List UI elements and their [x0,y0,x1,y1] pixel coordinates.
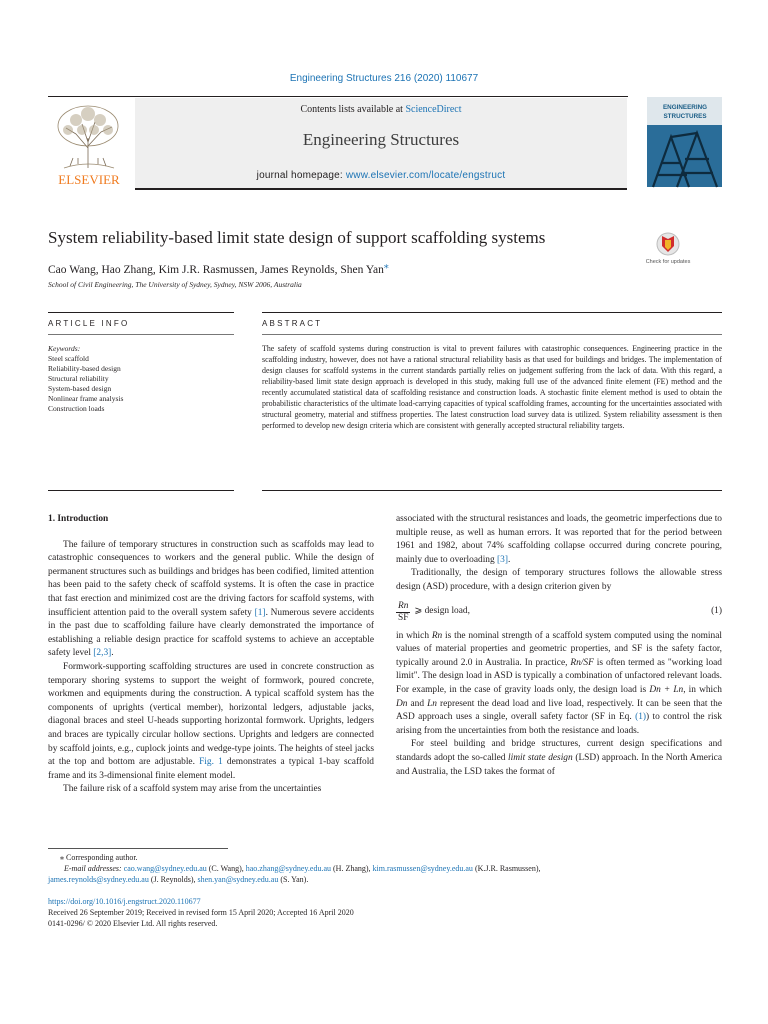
figure-link[interactable]: Fig. 1 [199,757,223,768]
abstract-rule-bottom [262,490,722,491]
email-link[interactable]: hao.zhang@sydney.edu.au [245,864,331,873]
homepage-prefix: journal homepage: [256,170,346,181]
article-info-rule-bottom [48,490,234,491]
keywords-block [48,344,234,414]
text-run: , in which [683,684,722,695]
email-line-2 [48,874,728,885]
text-run: . Numerous severe accidents in the past due to scaffolding failure have clearly demonstrated the importance of establishing a reliable design practice for scaffold systems to achieve an acceptable safety level [48,607,375,659]
math-symbol: Dn [396,698,408,709]
intro-paragraph-3: The failure risk of a scaffold system may arise from the uncertainties [63,784,322,795]
email-line [48,863,728,874]
journal-cover-thumbnail[interactable] [647,97,722,187]
email-owner: (H. Zhang), [331,864,373,873]
keyword-item: Construction loads [48,404,105,413]
journal-name: Engineering Structures [302,130,460,149]
contents-prefix: Contents lists available at [300,104,406,115]
footnote-block [48,852,728,885]
contents-line [135,104,627,115]
text-run: demonstrates a typical 1-bay scaffold frame and its 3-dimensional finite element model. [48,757,374,781]
publication-info [48,896,728,929]
email-owner: (J. Reynolds), [148,875,198,884]
abstract-body: The safety of scaffold systems during construction is vital to prevent failures with catastrophic consequences. Engineering practice in the scaffolding industry, however, does not have a rational structural reliability basis as that used for buildings and bridges. The implementation of design clauses for scaffold systems in the current standards partially relies on judgement suffering from the lack of data. With this regard, a reliability-based limit state design approach is developed in this study, making full use of the advanced finite element (FE) method and the recently accumulated statistical data of scaffolding resistance and construction loads. A stochastic finite element method is used to obtain the probabilistic characteristics of the ultimate load-carrying capacities of typical scaffolding frames, accounting for the uncertainties associated with structural geometry, material and stiffness properties. The latest construction load survey data is utilized. System reliability assessment is then performed to develop new design criteria which are consistent with generally accepted structural reliability targets. [262,344,722,430]
article-info-rule-top [48,312,234,313]
corresponding-author-note: ⁎ Corresponding author. [60,853,138,862]
math-symbol: Ln [427,698,437,709]
intro-paragraph-1 [48,539,374,661]
text-run: Formwork-supporting scaffolding structures are used in concrete construction as temporary shoring systems to support the weight of formwork, poured concrete, workmen and equipments during the construction. A typical scaffold system has the components of uprights (vertical member), horizontal ledgers, adjustable jacks, diagonal braces and steel U-heads supporting horizontal formwork. Uprights, ledgers and braces are typically circular hollow sections. Uprights and ledgers are connected by scaffold joints, e.g., cuplock joints and wedge-type joints. The heights of steel jacks at the top and bottom are adjustable. [48,661,374,768]
corresponding-author-mark[interactable]: ⁎ [383,260,389,271]
equation-1 [396,601,722,624]
keywords-label: Keywords: [48,344,81,353]
abstract-heading: ABSTRACT [262,319,323,328]
equation-fraction [396,601,410,624]
fraction-denominator: SF [397,612,409,623]
text-run: is often termed as "working load limit". The design load in ASD is typically a combination of unfactored relevant loads. For example, in the case of gravity loads only, the design load is [396,657,722,695]
keyword-item: Structural reliability [48,374,109,383]
text-run: ) to control the risk arising from the uncertainties from both the resistance and loads. [396,712,722,736]
equation-link[interactable]: (1) [635,712,647,723]
left-column [48,513,374,797]
email-owner: (K.J.R. Rasmussen), [472,864,541,873]
email-link[interactable]: james.reynolds@sydney.edu.au [48,875,149,884]
journal-reference-link[interactable]: Engineering Structures 216 (2020) 110677 [289,73,479,84]
text-run: represent the dead load and live load, respectively. It can be seen that the ASD approach uses a single, overall safety factor (SF in Eq. [396,698,722,723]
check-for-updates-badge[interactable] [645,230,691,274]
email-link[interactable]: shen.yan@sydney.edu.au [197,875,279,884]
text-run: in which [396,630,432,641]
right-paragraph-2: Traditionally, the design of temporary structures follows the allowable stress design (ASD) procedure, with a design criterion given by [396,568,722,592]
received-dates: Received 26 September 2019; Received in revised form 15 April 2020; Accepted 16 April 2020 [48,908,354,917]
citation-link[interactable]: [3] [497,554,508,565]
citation-link[interactable]: [1] [254,607,266,618]
homepage-link[interactable]: www.elsevier.com/locate/engstruct [345,170,506,181]
text-run: is the nominal strength of a scaffold system computed using the nominal values of material properties and geometric properties, and SF is the safety factor, typically around 2.0 in Australia. In practice, [396,630,722,668]
article-info-rule-inner [48,334,234,335]
homepage-line [135,170,627,181]
keyword-item: Steel scaffold [48,354,89,363]
section-heading-introduction: 1. Introduction [48,514,109,524]
cover-art [647,97,722,187]
email-owner: (S. Yan). [278,875,309,884]
elsevier-logo [48,98,130,188]
keyword-item: System-based design [48,384,112,393]
emphasis: limit state design [508,752,573,763]
email-link[interactable]: cao.wang@sydney.edu.au [123,864,207,873]
sciencedirect-link[interactable]: ScienceDirect [405,104,462,115]
math-symbol: Rn [431,630,443,641]
right-paragraph-1 [396,513,722,567]
header-top-rule [48,96,628,97]
equation-rhs: ⩾ design load, [414,606,470,617]
text-run: and [407,698,428,709]
copyright-line: 0141-0296/ © 2020 Elsevier Ltd. All rights reserved. [48,919,218,928]
elsevier-tree-icon [48,98,130,188]
text-run: . [111,648,114,659]
text-run: associated with the structural resistances and loads, the geometric imperfections due to multiple reuse, as well as human errors. It was reported that for the period between 1961 and 1982, about 74% scaffolding collapse occurred during concrete pouring, mainly due to overloading [396,514,722,565]
text-run: . [507,554,511,565]
fraction-numerator: Rn [398,600,409,611]
keyword-item: Nonlinear frame analysis [48,394,124,403]
equation-number: (1) [711,606,722,617]
abstract-rule-top [262,312,722,313]
article-title: System reliability-based limit state design of support scaffolding systems [48,228,546,247]
crossmark-label: Check for updates [645,259,691,265]
cover-title-2: STRUCTURES [663,113,707,120]
email-label: E-mail addresses: [64,864,124,873]
cover-title-1: ENGINEERING [662,104,708,111]
right-paragraph-4 [396,738,722,779]
math-symbol: Dn + Ln [649,684,684,695]
authors-text: Cao Wang, Hao Zhang, Kim J.R. Rasmussen, James Reynolds, Shen Yan [48,263,384,276]
math-symbol: Rn/SF [570,657,594,668]
email-link[interactable]: kim.rasmussen@sydney.edu.au [372,864,473,873]
text-run: For steel building and bridge structures, current design specifications and standards adopt the so-called [396,739,722,763]
author-list [48,260,628,276]
publisher-name: ELSEVIER [58,172,120,187]
affiliation: School of Civil Engineering, The University of Sydney, Sydney, NSW 2006, Australia [48,280,302,289]
crossmark-icon [645,230,691,274]
right-column [396,513,722,779]
article-info-heading: ARTICLE INFO [48,319,130,328]
text-run: The failure of temporary structures in construction such as scaffolds may lead to catastrophic consequences to workers and the general public. While the design of permanent structures such as buildings and bridges has been codified, limited attention has been paid to the safety check of scaffold systems. It is often the case in practice that fast erection and minimized cost are the driving factors for scaffold systems, with insufficient attention paid to the overall system safety [48,539,374,618]
intro-paragraph-2 [48,661,374,783]
abstract-rule-inner [262,334,722,335]
footnote-rule [48,848,228,849]
email-owner: (C. Wang), [206,864,246,873]
right-paragraph-3 [396,630,722,739]
keyword-item: Reliability-based design [48,364,121,373]
citation-link[interactable]: [2,3] [93,648,112,659]
doi-link[interactable]: https://doi.org/10.1016/j.engstruct.2020.110677 [48,897,201,906]
text-run: (LSD) approach. In the North America and Australia, the LSD takes the format of [396,752,723,777]
